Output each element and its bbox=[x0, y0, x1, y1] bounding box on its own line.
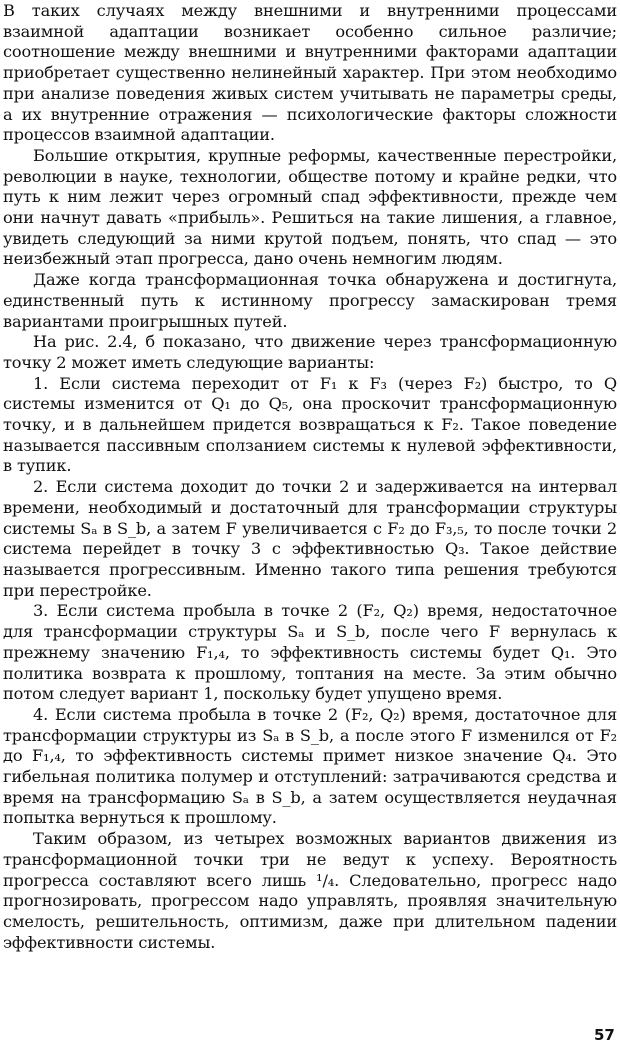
paragraph-conclusion: Таким образом, из четырех возможных вариантов движения из трансформационной точки три не ведут к успеху. Вероятность прогресса составляют всего лишь ¹/₄. Следовательно, прогресс надо прогнозировать, прогрессом надо управлять, проявляя значительную смелость, решительность, оптимизм, даже при длительном падении эффективности системы. bbox=[3, 829, 617, 952]
paragraph-variant-2: 2. Если система доходит до точки 2 и задерживается на интервал времени, необходимый и достаточный для трансформации структуры системы Sₐ в S_b, а затем F увеличивается с F₂ до F₃,₅, то после точки 2 система перейдет в точку 3 с эффективностью Q₃. Такое действие называется прогрессивным. Именно такого типа решения требуются при перестройке. bbox=[3, 477, 617, 600]
paragraph-variant-4: 4. Если система пробыла в точке 2 (F₂, Q₂) время, достаточное для трансформации структуры из Sₐ в S_b, а после этого F изменился от F₂ до F₁,₄, то эффективность системы примет низкое значение Q₄. Это гибельная политика полумер и отступлений: затрачиваются средства и время на трансформацию Sₐ в S_b, а затем осуществляется неудачная попытка вернуться к прошлому. bbox=[3, 704, 617, 828]
paragraph-variant-3: 3. Если система пробыла в точке 2 (F₂, Q₂) время, недостаточное для трансформации структуры Sₐ и S_b, после чего F вернулась к прежнему значению F₁,₄, то эффективность системы будет Q₁. Это политика возврата к прошлому, топтания на месте. За этим обычно потом следует вариант 1, поскольку будет упущено время. bbox=[3, 601, 617, 704]
paragraph: Даже когда трансформационная точка обнаружена и достигнута, единственный путь к истинному прогрессу замаскирован тремя вариантами проигрышных путей. bbox=[3, 270, 617, 331]
paragraph: В таких случаях между внешними и внутренними процессами взаимной адаптации возникает особенно сильное различие; соотношение между внешними и внутренними факторами адаптации приобретает существенно нелинейный характер. При этом необходимо при анализе поведения живых систем учитывать не параметры среды, а их внутренние отражения — психологические факторы сложности процессов взаимной адаптации. bbox=[3, 1, 617, 145]
page-number: 57 bbox=[594, 1026, 615, 1044]
paragraph: На рис. 2.4, б показано, что движение через трансформационную точку 2 может иметь следующие варианты: bbox=[3, 332, 617, 372]
paragraph: Большие открытия, крупные реформы, качественные перестройки, революции в науке, технологии, обществе потому и крайне редки, что путь к ним лежит через огромный спад эффективности, прежде чем они начнут давать «прибыль». Решиться на такие лишения, а главное, увидеть следующий за ними крутой подъем, понять, что спад — это неизбежный этап прогресса, дано очень немногим людям. bbox=[3, 145, 617, 269]
body-text bbox=[3, 1, 617, 953]
paragraph-variant-1: 1. Если система переходит от F₁ к F₃ (через F₂) быстро, то Q системы изменится от Q₁ до Q₅, она проскочит трансформационную точку, и в дальнейшем придется возвращаться к F₂. Такое поведение называется пассивным сползанием системы к нулевой эффективности, в тупик. bbox=[3, 373, 617, 476]
